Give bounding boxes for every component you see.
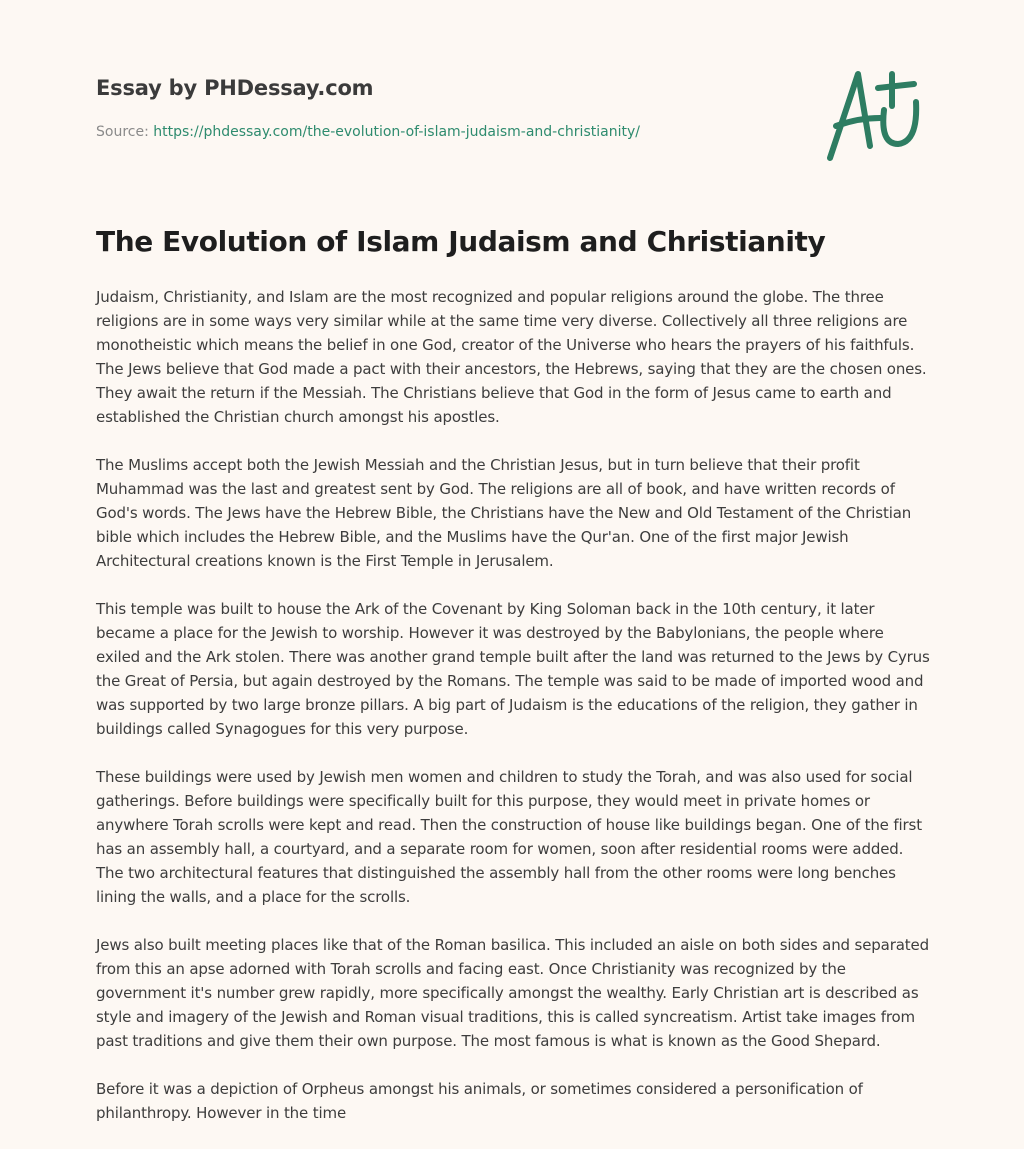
essay-title: The Evolution of Islam Judaism and Christianity — [96, 225, 826, 258]
paragraph-line: past traditions and give them their own purpose. The most famous is what is known as the Good Shepard. — [96, 1032, 881, 1050]
essay-body — [96, 285, 946, 1149]
paragraph-line: The Jews believe that God made a pact with their ancestors, the Hebrews, saying that they are the chosen ones. — [96, 360, 927, 378]
a-plus-logo-icon — [818, 66, 930, 166]
paragraph-line: Judaism, Christianity, and Islam are the most recognized and popular religions around the globe. The three — [96, 288, 884, 306]
paragraph-line: became a place for the Jewish to worship. However it was destroyed by the Babylonians, the people where — [96, 624, 884, 642]
paragraph-line: lining the walls, and a place for the scrolls. — [96, 888, 411, 906]
source-link[interactable]: https://phdessay.com/the-evolution-of-islam-judaism-and-christianity/ — [153, 124, 640, 140]
paragraph-line: anywhere Torah scrolls were kept and read. Then the construction of house like buildings began. One of the first — [96, 816, 922, 834]
paragraph-line: philanthropy. However in the time — [96, 1104, 347, 1122]
paragraph-line: style and imagery of the Jewish and Roman visual traditions, this is called syncreatism. Artist take images from — [96, 1008, 916, 1026]
paragraph-line: They await the return if the Messiah. The Christians believe that God in the form of Jesus came to earth and — [96, 384, 892, 402]
paragraph-line: established the Christian church amongst his apostles. — [96, 408, 500, 426]
paragraph-line: monotheistic which means the belief in one God, creator of the Universe who hears the prayers of his faithfuls. — [96, 336, 915, 354]
paragraph-line: Before it was a depiction of Orpheus amongst his animals, or sometimes considered a personification of — [96, 1080, 863, 1098]
paragraph-line: the Great of Persia, but again destroyed by the Romans. The temple was said to be made of imported wood and — [96, 672, 924, 690]
essay-paragraph — [96, 933, 946, 1053]
paragraph-line: bible which includes the Hebrew Bible, and the Muslims have the Qur'an. One of the first major Jewish — [96, 528, 849, 546]
paragraph-line: These buildings were used by Jewish men women and children to study the Torah, and was also used for social — [96, 768, 913, 786]
paragraph-line: The two architectural features that distinguished the assembly hall from the other rooms were long benches — [96, 864, 896, 882]
paragraph-line: from this an apse adorned with Torah scrolls and facing east. Once Christianity was recognized by the — [96, 960, 846, 978]
paragraph-line: government it's number grew rapidly, more specifically amongst the wealthy. Early Christian art is described as — [96, 984, 919, 1002]
source-label: Source: — [96, 124, 149, 140]
paragraph-line: was supported by two large bronze pillars. A big part of Judaism is the educations of the religion, they gather in — [96, 696, 918, 714]
paragraph-line: Muhammad was the last and greatest sent by God. The religions are all of book, and have written records of — [96, 480, 895, 498]
paragraph-line: Jews also built meeting places like that of the Roman basilica. This included an aisle on both sides and separated — [96, 936, 929, 954]
site-brand: Essay by PHDessay.com — [96, 76, 374, 100]
essay-paragraph — [96, 453, 946, 573]
essay-paragraph — [96, 765, 946, 909]
source-line — [96, 124, 640, 140]
essay-paragraph — [96, 1077, 946, 1125]
paragraph-line: buildings called Synagogues for this very purpose. — [96, 720, 469, 738]
essay-paragraph — [96, 597, 946, 741]
paragraph-line: gatherings. Before buildings were specifically built for this purpose, they would meet in private homes or — [96, 792, 870, 810]
paragraph-line: exiled and the Ark stolen. There was another grand temple built after the land was returned to the Jews by Cyrus — [96, 648, 930, 666]
essay-paragraph — [96, 285, 946, 429]
paragraph-line: has an assembly hall, a courtyard, and a separate room for women, soon after residential rooms were added. — [96, 840, 904, 858]
paragraph-line: This temple was built to house the Ark of the Covenant by King Soloman back in the 10th century, it later — [96, 600, 875, 618]
paragraph-line: The Muslims accept both the Jewish Messiah and the Christian Jesus, but in turn believe that their profit — [96, 456, 860, 474]
paragraph-line: God's words. The Jews have the Hebrew Bible, the Christians have the New and Old Testament of the Christian — [96, 504, 912, 522]
paragraph-line: Architectural creations known is the First Temple in Jerusalem. — [96, 552, 554, 570]
paragraph-line: religions are in some ways very similar while at the same time very diverse. Collectively all three religions are — [96, 312, 908, 330]
